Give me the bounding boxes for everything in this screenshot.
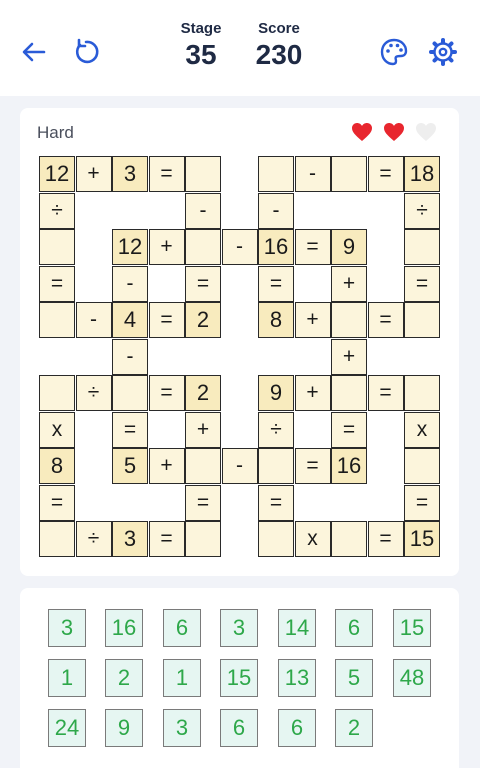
number-cell: 9 xyxy=(258,375,294,411)
heart-full-icon xyxy=(382,120,406,144)
number-cell: 8 xyxy=(258,302,294,338)
number-tile[interactable]: 6 xyxy=(335,609,373,647)
number-tile[interactable]: 2 xyxy=(105,659,143,697)
number-tile[interactable]: 48 xyxy=(393,659,431,697)
heart-empty-icon xyxy=(414,120,438,144)
operator-cell: = xyxy=(404,485,440,521)
operator-cell: + xyxy=(331,266,367,302)
number-cell: 2 xyxy=(185,302,221,338)
number-tile[interactable]: 1 xyxy=(163,659,201,697)
operator-cell: x xyxy=(295,521,331,557)
number-cell: 9 xyxy=(331,229,367,265)
operator-cell: = xyxy=(295,229,331,265)
operator-cell: - xyxy=(112,339,148,375)
restart-button[interactable] xyxy=(68,34,104,70)
empty-cell[interactable] xyxy=(185,448,221,484)
operator-cell: = xyxy=(331,412,367,448)
back-button[interactable] xyxy=(16,34,52,70)
operator-cell: = xyxy=(295,448,331,484)
operator-cell: + xyxy=(76,156,112,192)
empty-cell[interactable] xyxy=(404,302,440,338)
operator-cell: = xyxy=(368,375,404,411)
empty-cell[interactable] xyxy=(331,156,367,192)
number-tile[interactable]: 6 xyxy=(278,709,316,747)
empty-cell[interactable] xyxy=(39,375,75,411)
empty-cell[interactable] xyxy=(39,229,75,265)
empty-cell[interactable] xyxy=(258,156,294,192)
operator-cell: ÷ xyxy=(258,412,294,448)
operator-cell: = xyxy=(149,302,185,338)
operator-cell: + xyxy=(295,375,331,411)
number-tile[interactable]: 5 xyxy=(335,659,373,697)
operator-cell: - xyxy=(112,266,148,302)
number-cell: 12 xyxy=(112,229,148,265)
arrow-left-icon xyxy=(19,37,49,67)
operator-cell: - xyxy=(295,156,331,192)
number-cell: 4 xyxy=(112,302,148,338)
operator-cell: ÷ xyxy=(404,193,440,229)
empty-cell[interactable] xyxy=(331,521,367,557)
operator-cell: - xyxy=(222,229,258,265)
restart-icon xyxy=(71,37,101,67)
number-tile[interactable]: 2 xyxy=(335,709,373,747)
operator-cell: = xyxy=(185,485,221,521)
operator-cell: - xyxy=(76,302,112,338)
operator-cell: = xyxy=(149,375,185,411)
empty-cell[interactable] xyxy=(404,448,440,484)
number-tile[interactable]: 13 xyxy=(278,659,316,697)
difficulty-label: Hard xyxy=(37,123,74,142)
empty-cell[interactable] xyxy=(258,521,294,557)
empty-cell[interactable] xyxy=(331,375,367,411)
number-cell: 3 xyxy=(112,521,148,557)
number-tile[interactable]: 24 xyxy=(48,709,86,747)
operator-cell: = xyxy=(404,266,440,302)
number-cell: 3 xyxy=(112,156,148,192)
score-label: Score xyxy=(258,20,300,37)
operator-cell: ÷ xyxy=(76,521,112,557)
empty-cell[interactable] xyxy=(112,375,148,411)
number-cell: 16 xyxy=(331,448,367,484)
operator-cell: = xyxy=(39,266,75,302)
operator-cell: - xyxy=(185,193,221,229)
number-cell: 16 xyxy=(258,229,294,265)
number-tile[interactable]: 9 xyxy=(105,709,143,747)
number-tile[interactable]: 3 xyxy=(48,609,86,647)
operator-cell: + xyxy=(295,302,331,338)
operator-cell: = xyxy=(149,156,185,192)
number-tile[interactable]: 3 xyxy=(163,709,201,747)
operator-cell: ÷ xyxy=(76,375,112,411)
settings-button[interactable] xyxy=(425,34,461,70)
empty-cell[interactable] xyxy=(39,521,75,557)
number-tile[interactable]: 6 xyxy=(163,609,201,647)
number-tile[interactable]: 15 xyxy=(220,659,258,697)
operator-cell: = xyxy=(368,156,404,192)
number-cell: 12 xyxy=(39,156,75,192)
operator-cell: = xyxy=(185,266,221,302)
empty-cell[interactable] xyxy=(258,448,294,484)
number-cell: 5 xyxy=(112,448,148,484)
empty-cell[interactable] xyxy=(404,229,440,265)
operator-cell: x xyxy=(39,412,75,448)
empty-cell[interactable] xyxy=(331,302,367,338)
number-cell: 8 xyxy=(39,448,75,484)
empty-cell[interactable] xyxy=(185,156,221,192)
lives-indicator xyxy=(350,120,438,144)
number-tile[interactable]: 1 xyxy=(48,659,86,697)
stage-label: Stage xyxy=(180,20,222,37)
operator-cell: = xyxy=(258,266,294,302)
number-cell: 2 xyxy=(185,375,221,411)
operator-cell: + xyxy=(149,229,185,265)
operator-cell: + xyxy=(149,448,185,484)
score-value: 230 xyxy=(255,39,303,70)
operator-cell: = xyxy=(39,485,75,521)
operator-cell: = xyxy=(149,521,185,557)
palette-icon xyxy=(379,37,409,67)
operator-cell: + xyxy=(331,339,367,375)
number-tile[interactable]: 3 xyxy=(220,609,258,647)
empty-cell[interactable] xyxy=(404,375,440,411)
empty-cell[interactable] xyxy=(185,521,221,557)
operator-cell: - xyxy=(222,448,258,484)
theme-button[interactable] xyxy=(376,34,412,70)
operator-cell: - xyxy=(258,193,294,229)
operator-cell: = xyxy=(112,412,148,448)
heart-full-icon xyxy=(350,120,374,144)
operator-cell: = xyxy=(368,302,404,338)
number-cell: 15 xyxy=(404,521,440,557)
operator-cell: ÷ xyxy=(39,193,75,229)
gear-icon xyxy=(428,37,458,67)
number-tile[interactable]: 6 xyxy=(220,709,258,747)
score-display xyxy=(246,20,312,71)
stage-value: 35 xyxy=(185,39,217,70)
number-cell: 18 xyxy=(404,156,440,192)
number-tile[interactable]: 15 xyxy=(393,609,431,647)
number-tile[interactable]: 14 xyxy=(278,609,316,647)
stage-display xyxy=(170,20,232,71)
operator-cell: = xyxy=(368,521,404,557)
empty-cell[interactable] xyxy=(185,229,221,265)
operator-cell: = xyxy=(258,485,294,521)
operator-cell: + xyxy=(185,412,221,448)
top-bar xyxy=(0,0,480,96)
operator-cell: x xyxy=(404,412,440,448)
empty-cell[interactable] xyxy=(39,302,75,338)
number-tile[interactable]: 16 xyxy=(105,609,143,647)
